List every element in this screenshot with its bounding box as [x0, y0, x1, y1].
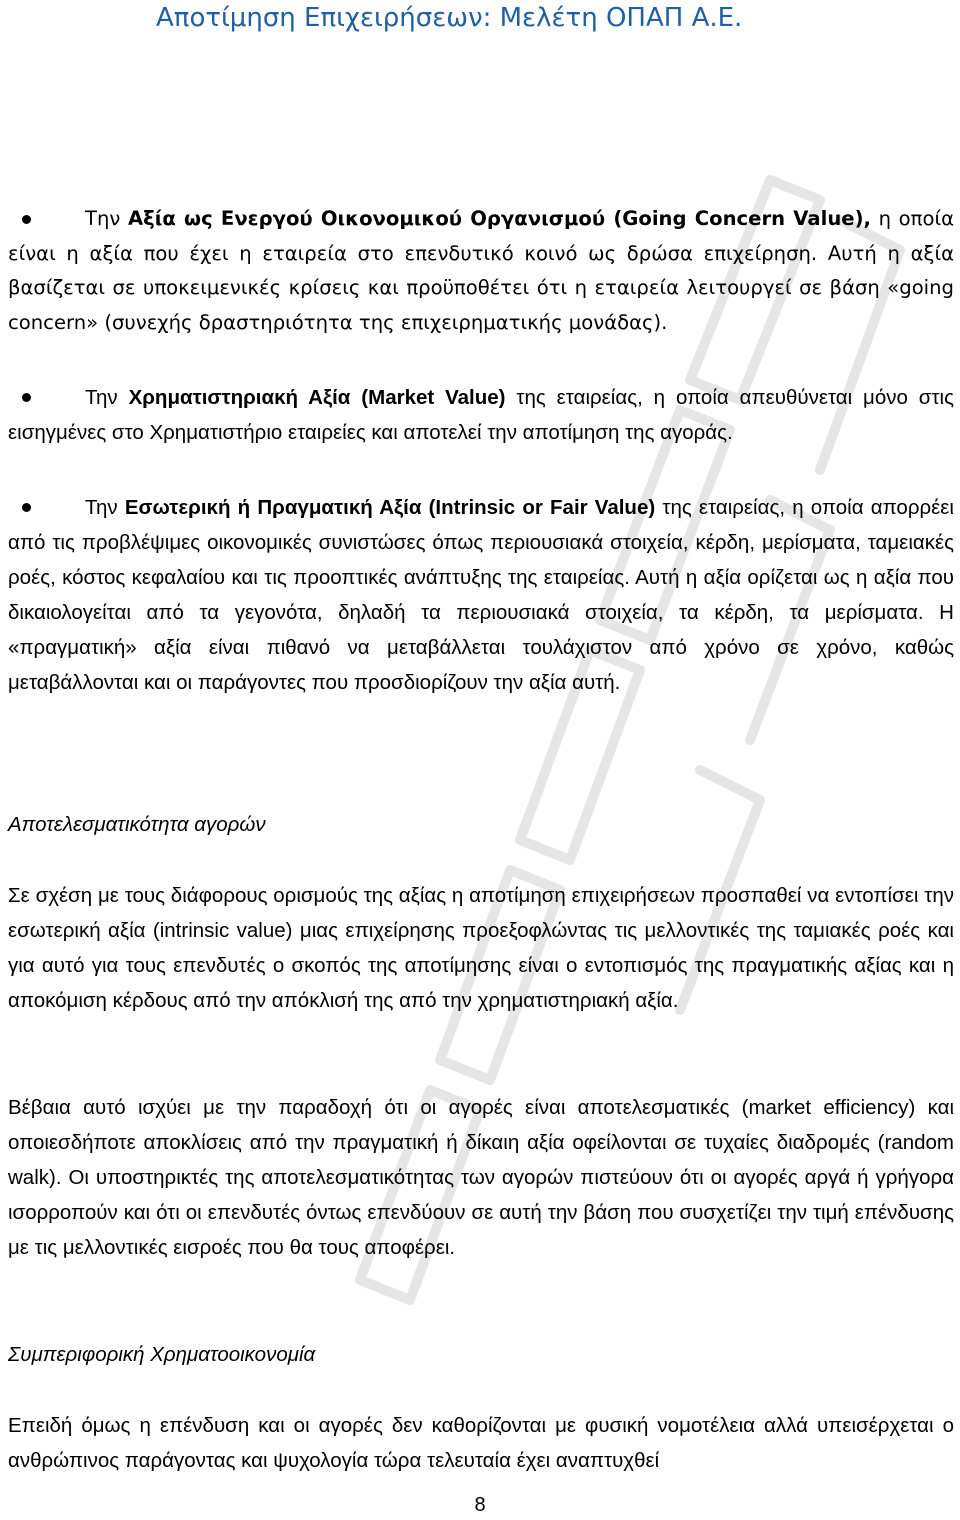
bullet-text: της εταιρείας, η οποία απορρέει από τις προβλέψιμες οικονομικές συνιστώσες όπως περιουσιακά στοιχεία, κέρδη, μερίσματα, ταμειακές ροές, κόστος κεφαλαίου και τις προοπτικές ανάπτυξης της εταιρείας. Αυτή η αξία ορίζεται ως η αξία που δικαιολογείται από τα γεγονότα, δηλαδή τα περιουσιακά στοιχεία, τα κέρδη, τα μερίσματα. Η «πραγματική» αξία είναι πιθανό να μεταβάλλεται τουλάχιστον από χρόνο σε χρόνο, καθώς μεταβάλλονται και οι παράγοντες που προσδιορίζουν την αξία αυτή.: [8, 496, 954, 694]
section-paragraph: [8, 1090, 954, 1265]
body-paragraph: Βέβαια αυτό ισχύει με την παραδοχή ότι οι αγορές είναι αποτελεσματικές (market efficiency) και οποιεσδήποτε αποκλίσεις από την πραγματική ή δίκαιη αξία οφείλονται σε τυχαίες διαδρομές (random walk). Οι υποστηρικτές της αποτελεσματικότητας των αγορών πιστεύουν ότι οι αγορές αργά ή γρήγορα ισορροπούν και ότι οι επενδυτές όντως επενδύουν σε αυτή την βάση που συσχετίζει την τιμή επένδυσης με τις μελλοντικές εισροές που θα τους αποφέρει.: [8, 1096, 954, 1259]
section-heading: Συμπεριφορική Χρηματοοικονομία: [8, 1343, 316, 1366]
section-behavioral-finance: [8, 1340, 954, 1370]
bullet-item-market-value: [8, 380, 954, 450]
bullet-prefix: Την: [85, 496, 125, 519]
bullet-term: Αξία ως Ενεργού Οικονομικού Οργανισμού (Going Concern Value),: [127, 207, 871, 230]
bullet-item-going-concern: [8, 202, 954, 341]
bullet-prefix: Την: [85, 386, 129, 409]
bullet-prefix: Την: [85, 207, 128, 230]
page-header-title: Αποτίμηση Επιχειρήσεων: Μελέτη ΟΠΑΠ Α.Ε.: [156, 3, 743, 33]
section-paragraph: [8, 1408, 954, 1478]
bullet-paragraph: [8, 380, 954, 450]
body-paragraph: Επειδή όμως η επένδυση και οι αγορές δεν καθορίζονται με φυσική νομοτέλεια αλλά υπεισέρχεται ο ανθρώπινος παράγοντας και ψυχολογία τώρα τελευταία έχει αναπτυχθεί: [8, 1414, 954, 1472]
section-market-efficiency: [8, 810, 954, 840]
bullet-term: Χρηματιστηριακή Αξία (Market Value): [128, 386, 506, 409]
bullet-term: Εσωτερική ή Πραγματική Αξία (Intrinsic or Fair Value): [124, 496, 656, 519]
section-heading: Αποτελεσματικότητα αγορών: [8, 813, 266, 836]
body-paragraph: Σε σχέση με τους διάφορους ορισμούς της αξίας η αποτίμηση επιχειρήσεων προσπαθεί να εντοπίσει την εσωτερική αξία (intrinsic value) μιας επιχείρησης προεξοφλώντας τις μελλοντικές της ταμιακές ροές και για αυτό για τους επενδυτές ο σκοπός της αποτίμησης είναι ο εντοπισμός της πραγματικής αξίας και η αποκόμιση κέρδους από την απόκλισή της από την χρηματιστηριακή αξία.: [8, 884, 954, 1012]
section-paragraph: [8, 878, 954, 1018]
bullet-paragraph: [8, 490, 954, 700]
bullet-text: η οποία είναι η αξία που έχει η εταιρεία στο επενδυτικό κοινό ως δρώσα επιχείρηση. Αυτή η αξία βασίζεται σε υποκειμενικές κρίσεις και προϋποθέτει ότι η εταιρεία λειτουργεί σε βάση «going concern» (συνεχής δραστηριότητα της επιχειρηματικής μονάδας).: [8, 207, 954, 335]
page-number: 8: [474, 1494, 486, 1516]
bullet-text: της εταιρείας, η οποία απευθύνεται μόνο στις εισηγμένες στο Χρηματιστήριο εταιρείες και αποτελεί την αποτίμηση της αγοράς.: [8, 386, 954, 444]
bullet-item-intrinsic-value: [8, 490, 954, 700]
bullet-paragraph: [8, 202, 954, 341]
